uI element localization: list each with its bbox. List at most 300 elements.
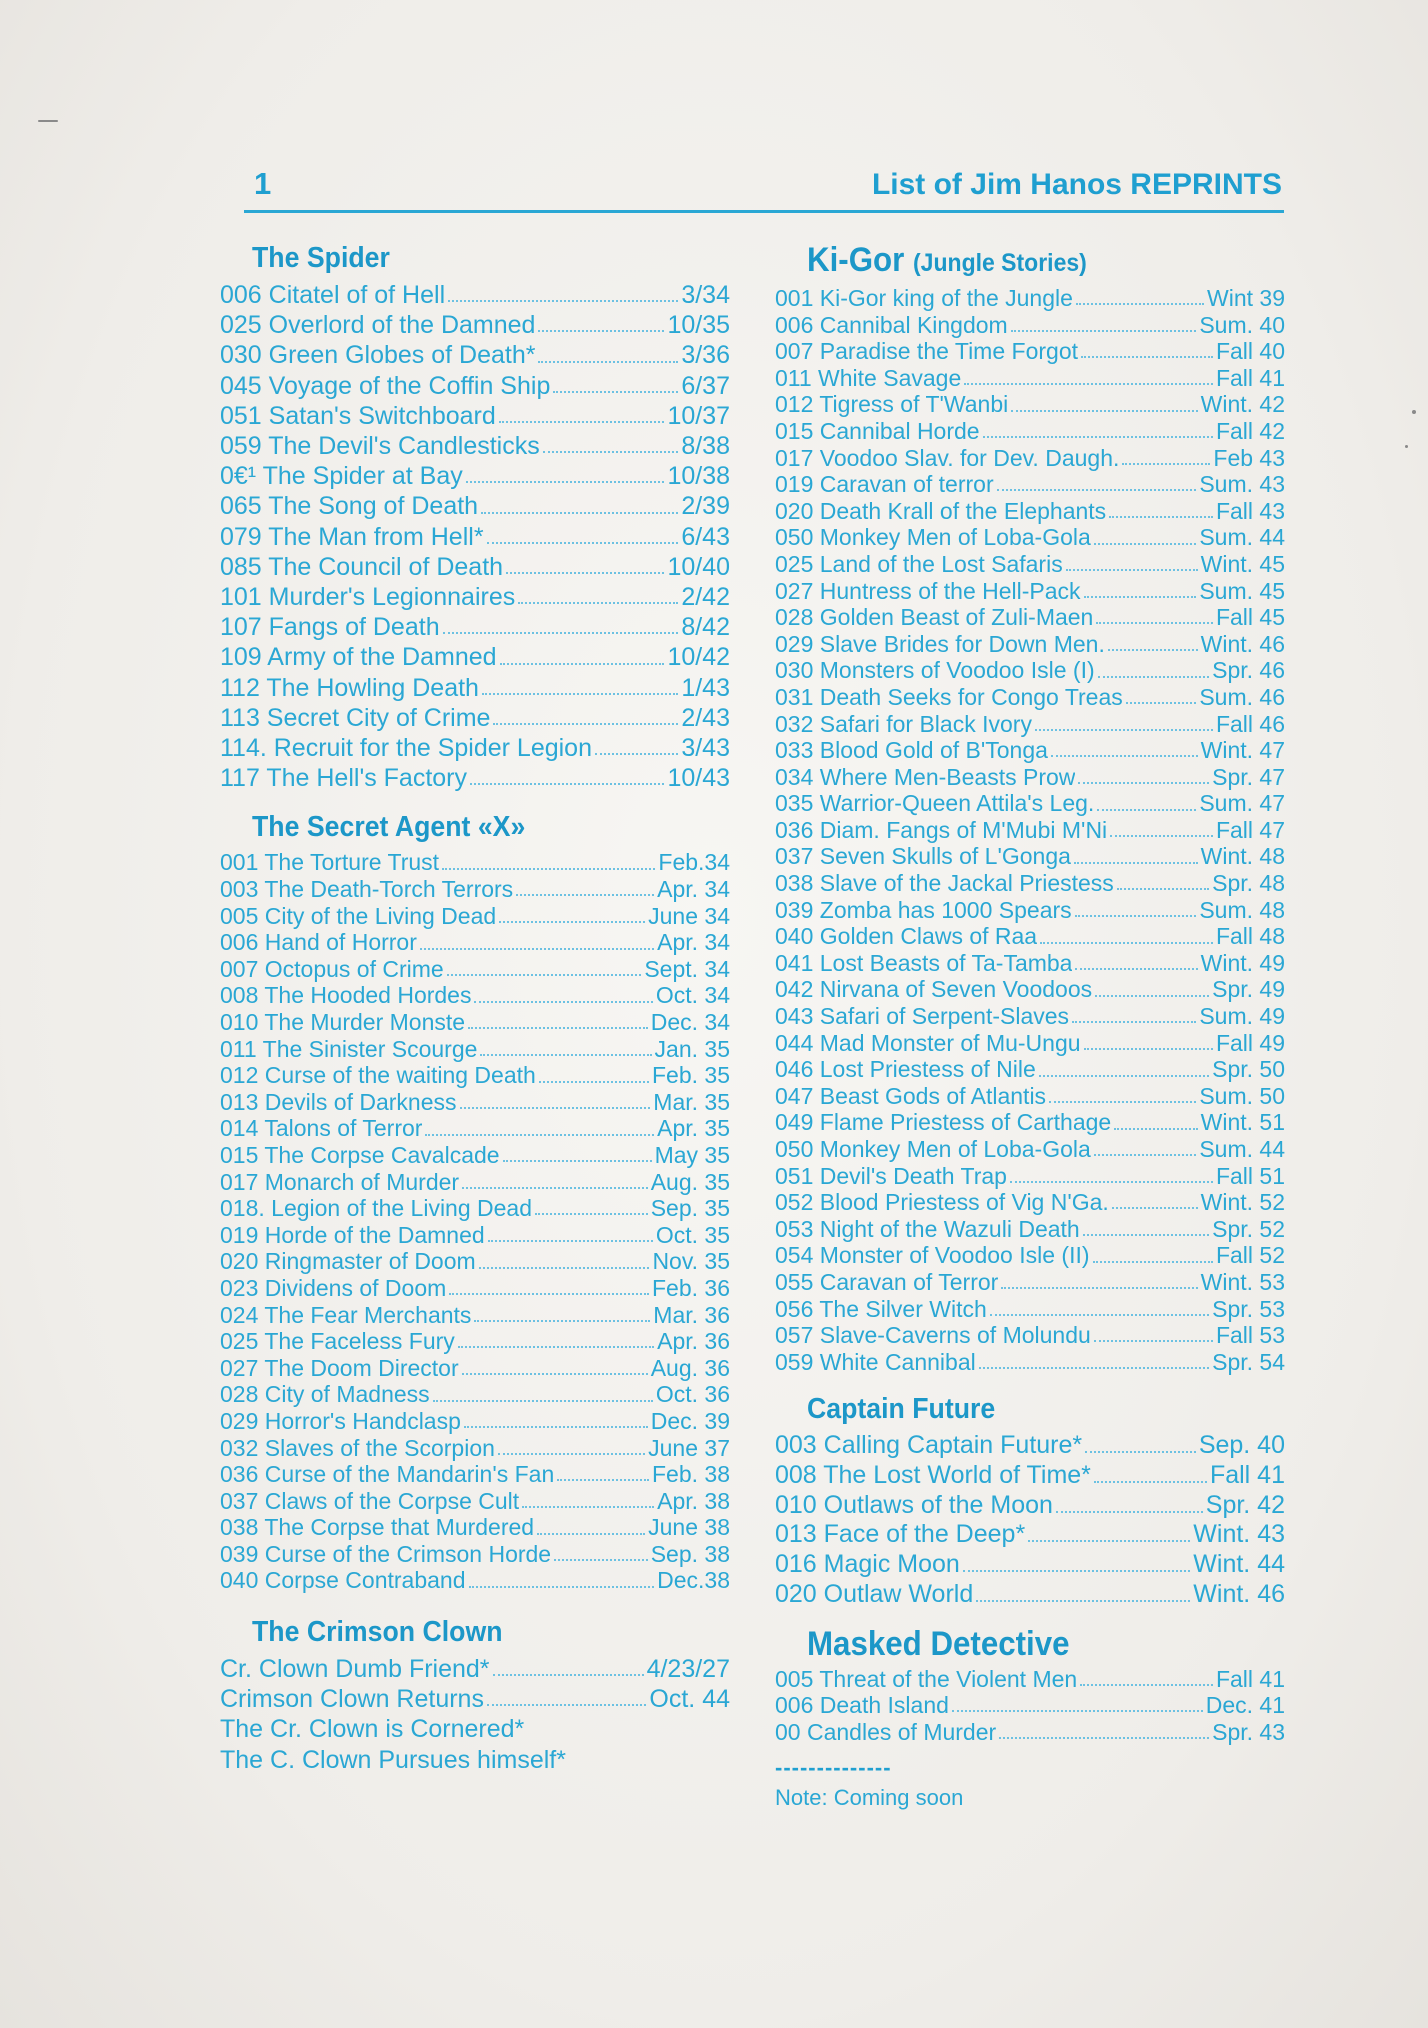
item-title: 050 Monkey Men of Loba-Gola	[775, 524, 1091, 551]
item-date: Aug. 35	[650, 1168, 730, 1195]
dot-leader	[539, 1081, 649, 1083]
item-date: Sep. 38	[650, 1540, 730, 1567]
list-item	[775, 870, 1285, 897]
list-item	[220, 763, 730, 793]
dot-leader	[952, 1710, 1203, 1712]
list-item	[775, 843, 1285, 870]
dot-leader	[480, 1054, 651, 1056]
item-date: Spr. 48	[1212, 870, 1285, 897]
item-date: 8/42	[681, 613, 730, 642]
list-item	[220, 1328, 730, 1355]
dot-leader	[979, 1367, 1209, 1369]
item-date: 10/42	[667, 643, 730, 672]
list-item	[220, 1169, 730, 1196]
dot-leader	[462, 1187, 648, 1189]
item-title: 030 Green Globes of Death*	[220, 341, 536, 370]
item-title: 006 Hand of Horror	[220, 929, 417, 956]
item-date: May 35	[654, 1141, 730, 1168]
item-date: 1/43	[681, 673, 730, 702]
item-title: 042 Nirvana of Seven Voodoos	[775, 976, 1093, 1003]
item-title: 028 Golden Beast of Zuli-Maen	[775, 604, 1094, 631]
item-title: 019 Caravan of terror	[775, 471, 994, 498]
item-date: Oct. 36	[655, 1381, 730, 1408]
item-title: 065 The Song of Death	[220, 492, 479, 521]
item-date: 10/38	[667, 462, 730, 491]
dot-leader	[498, 1453, 645, 1455]
item-title: 012 Tigress of T'Wanbi	[775, 391, 1009, 418]
item-title: 050 Monkey Men of Loba-Gola	[775, 1136, 1091, 1162]
item-title: 010 The Murder Monste	[220, 1009, 466, 1036]
item-date: Sep. 35	[650, 1195, 730, 1222]
dot-leader	[1066, 569, 1198, 571]
list-item	[775, 1349, 1285, 1376]
item-date: Spr. 47	[1212, 763, 1285, 790]
item-date: Dec. 41	[1205, 1692, 1285, 1719]
item-date: Fall 41	[1215, 1665, 1285, 1692]
item-title: 049 Flame Priestess of Carthage	[775, 1109, 1112, 1136]
list-item	[775, 764, 1285, 791]
dot-leader	[557, 1479, 649, 1481]
dot-leader	[479, 1267, 650, 1269]
list-item	[220, 461, 730, 491]
item-title: 030 Monsters of Voodoo Isle (I)	[775, 657, 1095, 684]
list-item	[775, 365, 1285, 392]
item-title: 024 The Fear Merchants	[220, 1301, 472, 1328]
list-item	[220, 1461, 730, 1488]
item-date: Oct. 35	[655, 1221, 730, 1248]
item-title: 00 Candles of Murder	[775, 1718, 997, 1745]
dot-leader	[1122, 463, 1210, 465]
item-title: 005 Threat of the Violent Men	[775, 1665, 1078, 1692]
item-date: 2/42	[681, 583, 730, 612]
list-item	[775, 1242, 1285, 1269]
item-date: Sum. 44	[1199, 1136, 1285, 1162]
item-title: 028 City of Madness	[220, 1381, 430, 1408]
item-date: 3/34	[681, 281, 730, 309]
list-item	[775, 790, 1285, 817]
dot-leader	[1049, 1101, 1196, 1103]
item-title: 010 Outlaws of the Moon	[775, 1490, 1053, 1519]
dot-leader	[1081, 356, 1213, 358]
item-date: Spr. 53	[1212, 1295, 1285, 1322]
paper-speck	[1412, 410, 1416, 414]
item-date: Wint. 46	[1193, 1579, 1285, 1608]
dot-leader	[1040, 942, 1213, 944]
item-title: 053 Night of the Wazuli Death	[775, 1215, 1080, 1242]
item-date: Feb. 35	[652, 1062, 730, 1089]
item-date: Sep. 40	[1198, 1431, 1285, 1460]
dot-leader	[1098, 676, 1209, 678]
dot-leader	[506, 572, 664, 574]
item-title: 017 Monarch of Murder	[220, 1168, 460, 1195]
item-title: 031 Death Seeks for Congo Treas	[775, 683, 1123, 710]
item-date: Feb. 38	[652, 1461, 730, 1488]
dot-leader	[1112, 1207, 1198, 1209]
dot-leader	[493, 723, 678, 725]
dot-leader	[1084, 596, 1197, 598]
dot-leader	[1094, 1340, 1213, 1342]
dot-leader	[553, 391, 678, 393]
list-item	[220, 1248, 730, 1275]
dot-leader	[442, 868, 655, 870]
item-date: Spr. 49	[1212, 976, 1285, 1003]
dot-leader	[1078, 782, 1209, 784]
paper-speck	[1405, 445, 1408, 448]
dot-leader	[470, 783, 664, 785]
item-title: 016 Magic Moon	[775, 1550, 960, 1579]
item-title: 008 The Lost World of Time*	[775, 1461, 1091, 1490]
item-date: Sum. 40	[1199, 311, 1285, 338]
crimson-clown-list	[220, 1654, 730, 1775]
list-item	[220, 1567, 730, 1594]
item-date: 8/38	[681, 432, 730, 461]
list-item	[775, 1136, 1285, 1163]
item-title: 036 Curse of the Mandarin's Fan	[220, 1461, 555, 1488]
item-title: 001 The Torture Trust	[220, 849, 440, 876]
item-date: Feb 43	[1213, 444, 1285, 471]
item-date: Sum. 47	[1199, 790, 1285, 817]
dot-leader	[1094, 1481, 1207, 1483]
dot-leader	[493, 1674, 644, 1676]
dot-leader	[464, 1426, 648, 1428]
list-item	[775, 711, 1285, 738]
item-date: 10/37	[667, 401, 730, 430]
item-date: Dec. 34	[650, 1009, 730, 1036]
captain-future-list	[775, 1431, 1285, 1609]
item-date: Apr. 35	[657, 1115, 730, 1142]
item-date: Wint. 45	[1200, 550, 1285, 577]
right-column	[775, 240, 1285, 1811]
page-title: List of Jim Hanos REPRINTS	[871, 168, 1282, 201]
item-title: 112 The Howling Death	[220, 673, 479, 702]
kigor-subtitle: (Jungle Stories)	[913, 249, 1087, 277]
dot-leader	[1108, 649, 1198, 651]
dot-leader	[443, 632, 679, 634]
list-item	[775, 950, 1285, 977]
item-title: 015 Cannibal Horde	[775, 417, 980, 444]
item-title: 013 Face of the Deep*	[775, 1520, 1026, 1549]
item-title: 014 Talons of Terror	[220, 1115, 423, 1142]
dot-leader	[964, 383, 1213, 385]
item-title: 003 The Death-Torch Terrors	[220, 876, 514, 903]
dot-leader	[488, 1240, 653, 1242]
list-item	[775, 1431, 1285, 1461]
item-title: 051 Satan's Switchboard	[220, 401, 496, 430]
item-date: Fall 48	[1215, 923, 1285, 950]
dot-leader	[1056, 1511, 1203, 1513]
dot-leader	[538, 330, 664, 332]
item-date: Wint. 48	[1200, 843, 1285, 870]
item-date: Fall 52	[1215, 1242, 1285, 1269]
list-item	[775, 1296, 1285, 1323]
dot-leader	[420, 948, 654, 950]
item-date: Fall 51	[1215, 1162, 1285, 1189]
paper-speck	[38, 120, 58, 122]
item-title: 029 Horror's Handclasp	[220, 1407, 461, 1434]
coming-soon-note: Note: Coming soon	[775, 1785, 964, 1811]
item-date: Wint. 53	[1200, 1268, 1285, 1295]
item-date: Aug. 36	[650, 1354, 730, 1381]
list-item	[220, 491, 730, 521]
list-item	[775, 1216, 1285, 1243]
item-date: 10/35	[667, 311, 730, 340]
list-item	[220, 1275, 730, 1302]
list-item	[775, 1003, 1285, 1030]
item-title: 113 Secret City of Crime	[220, 703, 491, 732]
item-date: Sum. 46	[1199, 683, 1285, 710]
item-title: 055 Caravan of Terror	[775, 1268, 999, 1295]
list-item	[775, 604, 1285, 631]
dot-leader	[999, 1737, 1209, 1739]
item-date: Spr. 42	[1205, 1490, 1285, 1519]
list-item	[775, 923, 1285, 950]
item-title: 034 Where Men-Beasts Prow	[775, 763, 1076, 790]
dot-leader	[554, 1559, 648, 1561]
item-title: 019 Horde of the Damned	[220, 1221, 485, 1248]
dot-leader	[516, 894, 654, 896]
item-date: 6/37	[681, 371, 730, 400]
item-title: 027 The Doom Director	[220, 1354, 459, 1381]
dot-leader	[462, 1373, 648, 1375]
item-date: 2/43	[681, 703, 730, 732]
list-item	[220, 401, 730, 431]
item-date: Apr. 34	[657, 876, 730, 903]
list-item	[220, 1142, 730, 1169]
item-date: Apr. 34	[657, 929, 730, 956]
list-item	[775, 1189, 1285, 1216]
item-title: 052 Blood Priestess of Vig N'Ga.	[775, 1189, 1109, 1216]
dot-leader	[1011, 410, 1197, 412]
list-item	[220, 552, 730, 582]
dot-leader	[537, 1533, 645, 1535]
masked-detective-list	[775, 1666, 1285, 1746]
kigor-title: Ki-Gor	[807, 241, 905, 279]
dot-leader	[1095, 995, 1209, 997]
list-item	[775, 498, 1285, 525]
item-date: Fall 46	[1215, 710, 1285, 737]
dot-leader	[487, 1704, 646, 1706]
dot-leader	[1114, 1128, 1197, 1130]
item-date: Spr. 50	[1212, 1056, 1285, 1083]
item-title: 025 The Faceless Fury	[220, 1328, 455, 1355]
item-title: 054 Monster of Voodoo Isle (II)	[775, 1242, 1090, 1269]
list-item	[775, 1269, 1285, 1296]
dot-leader	[500, 663, 665, 665]
list-item	[220, 431, 730, 461]
list-item	[775, 1580, 1285, 1610]
list-item	[220, 582, 730, 612]
item-title: 012 Curse of the waiting Death	[220, 1062, 536, 1089]
item-title: 006 Cannibal Kingdom	[775, 311, 1008, 338]
dot-leader	[448, 300, 678, 302]
item-title: 038 The Corpse that Murdered	[220, 1514, 535, 1541]
item-date: Sum. 49	[1199, 1003, 1285, 1030]
item-date: Oct. 44	[649, 1685, 730, 1714]
list-item	[775, 1461, 1285, 1491]
dot-leader	[1109, 516, 1213, 518]
dot-leader	[1117, 888, 1209, 890]
dot-leader	[1035, 729, 1213, 731]
list-item	[775, 471, 1285, 498]
dot-leader	[535, 1213, 648, 1215]
list-item	[775, 1056, 1285, 1083]
item-title: 114. Recruit for the Spider Legion	[220, 734, 592, 763]
item-date: Wint. 44	[1193, 1550, 1285, 1579]
item-title: 059 The Devil's Candlesticks	[220, 432, 540, 461]
dot-leader	[1076, 303, 1204, 305]
item-date: Fall 40	[1215, 338, 1285, 365]
list-item	[220, 1115, 730, 1142]
item-title: 017 Voodoo Slav. for Dev. Daugh.	[775, 444, 1120, 471]
list-item	[775, 1491, 1285, 1521]
dot-leader	[1074, 862, 1198, 864]
list-item	[220, 1222, 730, 1249]
list-item	[775, 1322, 1285, 1349]
dashed-separator: --------------	[775, 1755, 892, 1781]
item-title: 029 Slave Brides for Down Men.	[775, 630, 1105, 657]
section-title-crimson-clown: The Crimson Clown	[252, 1616, 503, 1649]
list-item	[220, 1089, 730, 1116]
dot-leader	[425, 1134, 654, 1136]
item-date: Sum. 50	[1199, 1082, 1285, 1109]
dot-leader	[1051, 755, 1198, 757]
dot-leader	[499, 421, 665, 423]
list-item	[220, 1514, 730, 1541]
list-item	[775, 445, 1285, 472]
item-title: The C. Clown Pursues himself*	[220, 1745, 566, 1774]
dot-leader	[433, 1400, 653, 1402]
page-number: 1	[254, 166, 272, 201]
dot-leader	[1010, 1181, 1213, 1183]
list-item	[775, 976, 1285, 1003]
item-date: Mar. 35	[653, 1088, 730, 1115]
list-item	[775, 631, 1285, 658]
dot-leader	[1126, 702, 1197, 704]
list-item	[220, 1684, 730, 1714]
item-title: 057 Slave-Caverns of Molundu	[775, 1322, 1091, 1349]
item-date: Fall 47	[1215, 816, 1285, 843]
list-item	[220, 929, 730, 956]
item-date: Wint 39	[1207, 285, 1285, 311]
item-title: 041 Lost Beasts of Ta-Tamba	[775, 949, 1073, 976]
list-item	[775, 1520, 1285, 1550]
item-date: Spr. 52	[1212, 1215, 1285, 1242]
item-date: Wint. 47	[1200, 737, 1285, 764]
dot-leader	[538, 361, 678, 363]
dot-leader	[1083, 1234, 1209, 1236]
item-title: 005 City of the Living Dead	[220, 902, 497, 929]
item-title: 020 Ringmaster of Doom	[220, 1248, 476, 1275]
list-item	[220, 849, 730, 876]
item-title: 036 Diam. Fangs of M'Mubi M'Ni	[775, 816, 1108, 843]
item-date: Fall 42	[1215, 417, 1285, 444]
dot-leader	[522, 1506, 654, 1508]
item-date: Wint. 51	[1200, 1109, 1285, 1136]
dot-leader	[997, 489, 1197, 491]
dot-leader	[468, 1027, 648, 1029]
item-date: June 37	[648, 1434, 730, 1461]
item-title: 011 White Savage	[775, 364, 962, 391]
item-title: 025 Overlord of the Damned	[220, 311, 536, 340]
item-title: 007 Paradise the Time Forgot	[775, 338, 1078, 365]
list-item	[220, 642, 730, 672]
item-date: Sum. 43	[1199, 471, 1285, 498]
list-item	[220, 1036, 730, 1063]
list-item	[220, 673, 730, 703]
item-title: 039 Zomba has 1000 Spears	[775, 896, 1072, 923]
item-title: 046 Lost Priestess of Nile	[775, 1056, 1036, 1083]
dot-leader	[518, 602, 678, 604]
item-date: Fall 41	[1215, 364, 1285, 391]
item-date: Wint. 42	[1200, 391, 1285, 418]
list-item	[775, 1163, 1285, 1190]
item-title: 032 Slaves of the Scorpion	[220, 1434, 495, 1461]
section-title-masked-detective: Masked Detective	[807, 1624, 1070, 1663]
list-item	[775, 1666, 1285, 1693]
item-date: Spr. 54	[1212, 1348, 1285, 1375]
list-item	[220, 1302, 730, 1329]
item-title: 013 Devils of Darkness	[220, 1088, 457, 1115]
left-column	[220, 238, 730, 1775]
section-title-secret-agent: The Secret Agent «X»	[252, 811, 526, 844]
item-title: 033 Blood Gold of B'Tonga	[775, 737, 1048, 764]
dot-leader	[458, 1346, 654, 1348]
item-title: 020 Outlaw World	[775, 1579, 974, 1608]
list-item	[220, 280, 730, 310]
item-date: Nov. 35	[652, 1248, 730, 1275]
item-title: 015 The Corpse Cavalcade	[220, 1141, 500, 1168]
item-date: Fall 43	[1215, 497, 1285, 524]
dot-leader	[487, 542, 679, 544]
item-date: Fall 45	[1215, 604, 1285, 631]
list-item	[775, 657, 1285, 684]
item-date: 3/43	[681, 734, 730, 763]
item-date: Fall 49	[1215, 1029, 1285, 1056]
list-item	[775, 737, 1285, 764]
item-title: 101 Murder's Legionnaires	[220, 583, 516, 612]
list-item	[775, 551, 1285, 578]
dot-leader	[1039, 1075, 1209, 1077]
item-title: 001 Ki-Gor king of the Jungle	[775, 285, 1073, 311]
list-item	[220, 1488, 730, 1515]
item-date: Dec.38	[657, 1567, 730, 1594]
list-item	[220, 703, 730, 733]
dot-leader	[983, 436, 1213, 438]
item-title: 059 White Cannibal	[775, 1348, 976, 1375]
dot-leader	[1028, 1540, 1190, 1542]
list-item	[220, 733, 730, 763]
list-item	[775, 684, 1285, 711]
dot-leader	[482, 693, 678, 695]
dot-leader	[1001, 1287, 1197, 1289]
dot-leader	[469, 1586, 655, 1588]
list-item	[220, 1541, 730, 1568]
item-title: 025 Land of the Lost Safaris	[775, 550, 1063, 577]
list-item	[220, 371, 730, 401]
dot-leader	[1011, 330, 1197, 332]
dot-leader	[449, 1293, 649, 1295]
list-item	[220, 956, 730, 983]
list-item	[775, 1109, 1285, 1136]
item-title: 040 Corpse Contraband	[220, 1567, 466, 1594]
item-title: 109 Army of the Damned	[220, 643, 497, 672]
dot-leader	[499, 921, 645, 923]
item-date: Dec. 39	[650, 1407, 730, 1434]
item-title: 032 Safari for Black Ivory	[775, 710, 1032, 737]
list-item	[775, 578, 1285, 605]
item-date: Jan. 35	[654, 1035, 730, 1062]
item-date: 10/43	[667, 764, 730, 793]
